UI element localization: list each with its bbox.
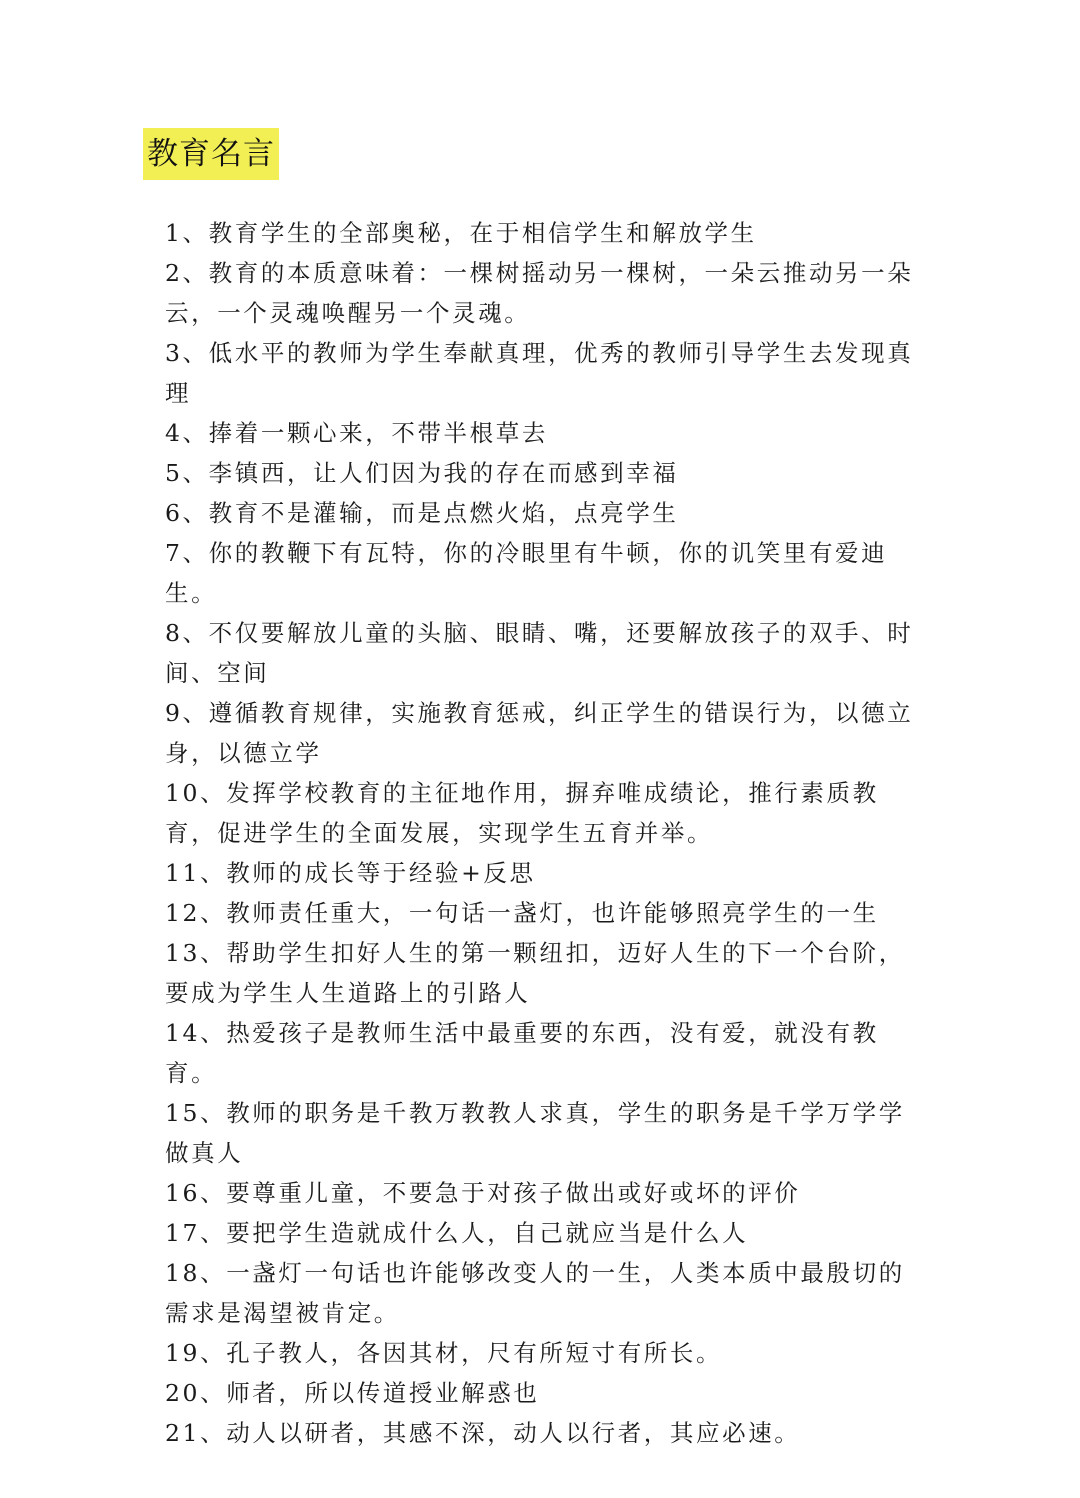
quote-item: 3、低水平的教师为学生奉献真理，优秀的教师引导学生去发现真理 [165, 339, 914, 407]
quote-item: 5、李镇西，让人们因为我的存在而感到幸福 [165, 459, 679, 487]
quote-item: 18、一盏灯一句话也许能够改变人的一生，人类本质中最殷切的需求是渴望被肯定。 [165, 1259, 905, 1327]
quote-item: 9、遵循教育规律，实施教育惩戒，纠正学生的错误行为，以德立身，以德立学 [165, 699, 914, 767]
quote-item: 13、帮助学生扣好人生的第一颗纽扣，迈好人生的下一个台阶，要成为学生人生道路上的引路人 [165, 939, 905, 1007]
quote-item: 6、教育不是灌输，而是点燃火焰，点亮学生 [165, 499, 679, 527]
quote-item: 14、热爱孩子是教师生活中最重要的东西，没有爱，就没有教育。 [165, 1019, 879, 1087]
quote-item: 2、教育的本质意味着：一棵树摇动另一棵树，一朵云推动另一朵云，一个灵魂唤醒另一个灵魂。 [165, 259, 914, 327]
quote-item: 17、要把学生造就成什么人，自己就应当是什么人 [165, 1219, 749, 1247]
quote-item: 15、教师的职务是千教万教教人求真，学生的职务是千学万学学做真人 [165, 1099, 905, 1167]
quote-item: 7、你的教鞭下有瓦特，你的冷眼里有牛顿，你的讥笑里有爱迪生。 [165, 539, 888, 607]
quote-item: 20、师者，所以传道授业解惑也 [165, 1379, 540, 1407]
quote-item: 19、孔子教人，各因其材，尺有所短寸有所长。 [165, 1339, 723, 1367]
quote-item: 21、动人以研者，其感不深，动人以行者，其应必速。 [165, 1419, 801, 1447]
quote-item: 11、教师的成长等于经验+反思 [165, 859, 536, 887]
page-title: 教育名言 [143, 128, 279, 180]
quote-item: 8、不仅要解放儿童的头脑、眼睛、嘴，还要解放孩子的双手、时间、空间 [165, 619, 914, 687]
quote-item: 16、要尊重儿童，不要急于对孩子做出或好或坏的评价 [165, 1179, 801, 1207]
quote-list [165, 213, 925, 1453]
quote-item: 4、捧着一颗心来，不带半根草去 [165, 419, 548, 447]
quote-item: 12、教师责任重大，一句话一盏灯，也许能够照亮学生的一生 [165, 899, 879, 927]
quote-item: 1、教育学生的全部奥秘，在于相信学生和解放学生 [165, 219, 757, 247]
quote-item: 10、发挥学校教育的主征地作用，摒弃唯成绩论，推行素质教育，促进学生的全面发展，实现学生五育并举。 [165, 779, 879, 847]
